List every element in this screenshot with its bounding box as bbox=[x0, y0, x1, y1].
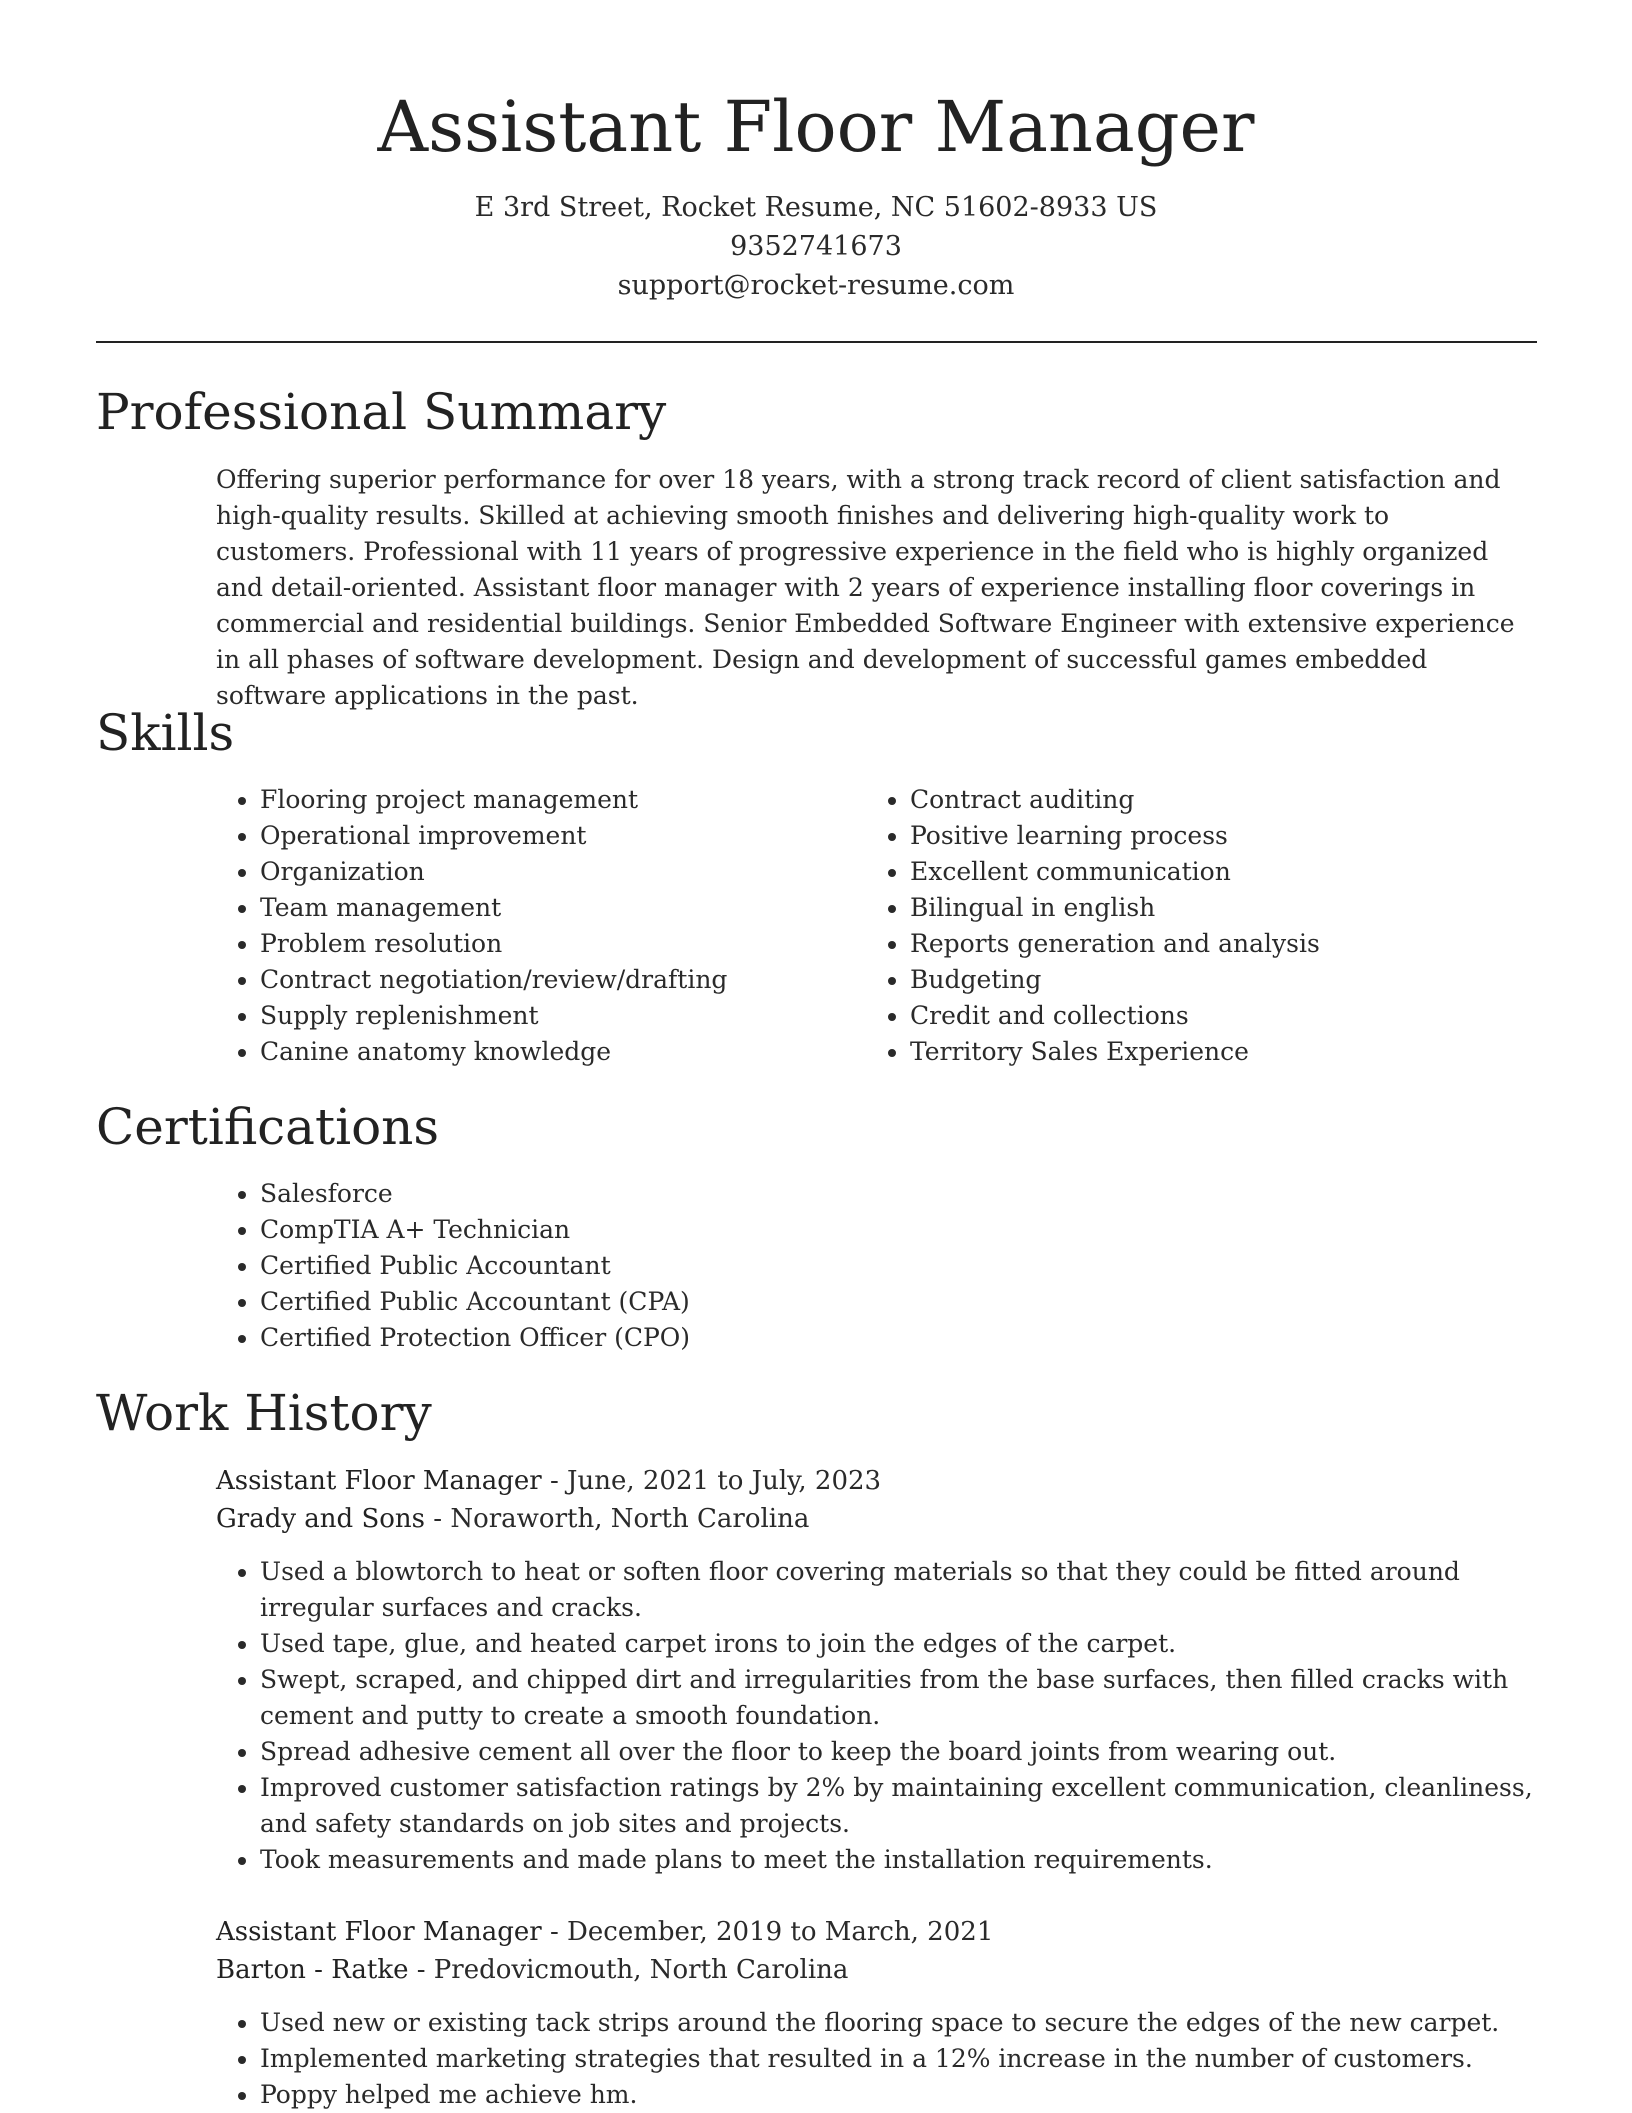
contact-block bbox=[0, 188, 1632, 305]
skill-item: • Contract auditing bbox=[910, 782, 1486, 818]
job-bullets bbox=[216, 1554, 1550, 1878]
job-entry bbox=[216, 1462, 1533, 1878]
address-line: E 3rd Street, Rocket Resume, NC 51602-8933 US bbox=[474, 192, 1158, 223]
job-title-line bbox=[216, 1462, 1516, 1500]
job-bullet: • Used tape, glue, and heated carpet irons to join the edges of the carpet. bbox=[260, 1626, 1550, 1662]
skills-heading: Skills bbox=[96, 704, 235, 762]
skill-item: • Team management bbox=[260, 890, 836, 926]
candidate-name: Assistant Floor Manager bbox=[377, 86, 1255, 168]
work-history-heading: Work History bbox=[96, 1384, 432, 1442]
job-bullet: • Spread adhesive cement all over the floor to keep the board joints from wearing out. bbox=[260, 1734, 1550, 1770]
header-divider bbox=[96, 341, 1537, 343]
skill-item: • Positive learning process bbox=[910, 818, 1486, 854]
job-bullet: • Poppy helped me achieve hm. bbox=[260, 2077, 1550, 2113]
certifications-list bbox=[216, 1176, 1216, 1356]
job-location: - Predovicmouth, North Carolina bbox=[408, 1955, 849, 1985]
skill-item: • Contract negotiation/review/drafting bbox=[260, 962, 836, 998]
skill-item: • Budgeting bbox=[910, 962, 1486, 998]
job-bullet: • Used new or existing tack strips around the flooring space to secure the edges of the new carpet. bbox=[260, 2005, 1550, 2041]
certification-item: • Certified Protection Officer (CPO) bbox=[260, 1320, 1216, 1356]
job-location: - Noraworth, North Carolina bbox=[425, 1504, 810, 1534]
certification-item: • CompTIA A+ Technician bbox=[260, 1212, 1216, 1248]
job-company: Grady and Sons bbox=[216, 1504, 426, 1534]
skills-right-column bbox=[866, 782, 1486, 1070]
summary-text: Offering superior performance for over 18 years, with a strong track record of client satisfaction and high-quality results. Skilled at achieving smooth finishes and delivering high-quality work to customers. Professional with 11 years of progressive experience in the field who is highly organized and detail-oriented. Assistant floor manager with 2 years of experience installing floor coverings in commercial and residential buildings. Senior Embedded Software Engineer with extensive experience in all phases of software development. Design and development of successful games embedded software applications in the past. bbox=[216, 465, 1515, 710]
job-role: Assistant Floor Manager bbox=[216, 1917, 542, 1947]
skill-item: • Operational improvement bbox=[260, 818, 836, 854]
certification-item: • Certified Public Accountant bbox=[260, 1248, 1216, 1284]
phone-line: 9352741673 bbox=[730, 231, 902, 262]
job-company-line bbox=[216, 1951, 1516, 1989]
job-dates: - December, 2019 to March, 2021 bbox=[541, 1917, 994, 1947]
job-role: Assistant Floor Manager bbox=[216, 1466, 542, 1496]
job-bullet: • Improved customer satisfaction ratings by 2% by maintaining excellent communication, cleanliness, and safety standards on job sites and projects. bbox=[260, 1770, 1550, 1842]
job-title-line bbox=[216, 1913, 1516, 1951]
resume-header bbox=[0, 82, 1632, 305]
job-company-line bbox=[216, 1500, 1516, 1538]
job-bullet: • Took measurements and made plans to meet the installation requirements. bbox=[260, 1842, 1550, 1878]
job-company: Barton - Ratke bbox=[216, 1955, 409, 1985]
skill-item: • Flooring project management bbox=[260, 782, 836, 818]
job-dates: - June, 2021 to July, 2023 bbox=[541, 1466, 882, 1496]
skill-item: • Problem resolution bbox=[260, 926, 836, 962]
email-line: support@rocket-resume.com bbox=[617, 270, 1015, 301]
job-bullets bbox=[216, 2005, 1550, 2113]
summary-heading: Professional Summary bbox=[96, 383, 667, 441]
skill-item: • Canine anatomy knowledge bbox=[260, 1034, 836, 1070]
skill-item: • Organization bbox=[260, 854, 836, 890]
skill-item: • Territory Sales Experience bbox=[910, 1034, 1486, 1070]
skills-left-column bbox=[216, 782, 836, 1070]
skill-item: • Excellent communication bbox=[910, 854, 1486, 890]
certifications-heading: Certifications bbox=[96, 1098, 440, 1156]
certification-item: • Salesforce bbox=[260, 1176, 1216, 1212]
job-bullet: • Implemented marketing strategies that resulted in a 12% increase in the number of customers. bbox=[260, 2041, 1550, 2077]
skill-item: • Reports generation and analysis bbox=[910, 926, 1486, 962]
job-bullet: • Used a blowtorch to heat or soften floor covering materials so that they could be fitted around irregular surfaces and cracks. bbox=[260, 1554, 1550, 1626]
skill-item: • Supply replenishment bbox=[260, 998, 836, 1034]
certification-item: • Certified Public Accountant (CPA) bbox=[260, 1284, 1216, 1320]
job-entry bbox=[216, 1913, 1516, 2113]
skill-item: • Credit and collections bbox=[910, 998, 1486, 1034]
skill-item: • Bilingual in english bbox=[910, 890, 1486, 926]
job-bullet: • Swept, scraped, and chipped dirt and irregularities from the base surfaces, then filled cracks with cement and putty to create a smooth foundation. bbox=[260, 1662, 1550, 1734]
